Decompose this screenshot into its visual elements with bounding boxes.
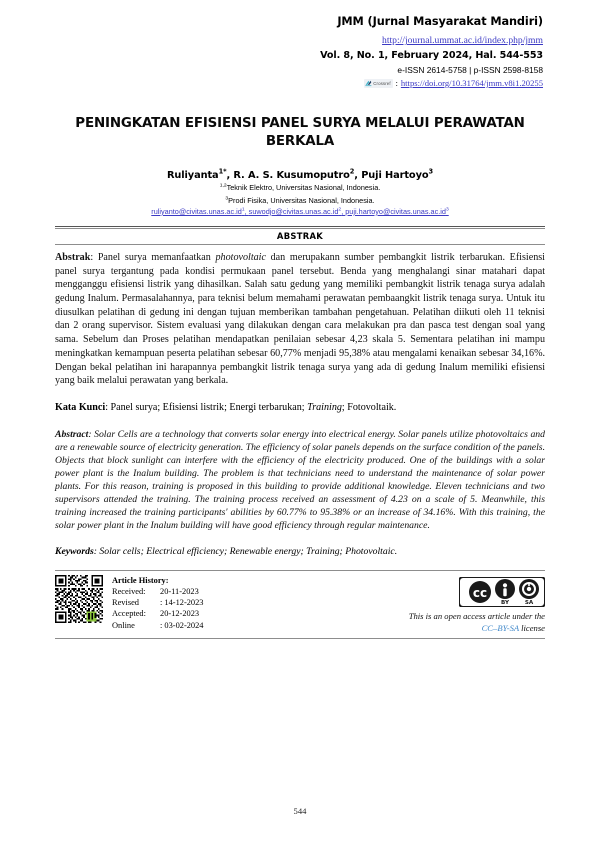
meta-bottom-rule xyxy=(55,638,545,639)
meta-inner xyxy=(55,571,545,638)
doi-separator: : xyxy=(395,78,398,88)
email-1[interactable]: ruliyanto@civitas.unas.ac.id xyxy=(151,206,242,216)
email-3[interactable]: puji.hartoyo@civitas.unas.ac.id xyxy=(345,206,446,216)
abstract-indonesian xyxy=(55,251,545,388)
author-2-sup: 2 xyxy=(349,167,355,176)
history-online-value: : 03-02-2024 xyxy=(160,620,204,630)
author-3-sup: 3 xyxy=(428,167,434,176)
abstract-id-label-sep: : xyxy=(90,251,98,263)
svg-text:cc: cc xyxy=(472,585,488,600)
svg-text:SA: SA xyxy=(524,599,534,606)
keywords-id-label: Kata Kunci xyxy=(55,402,106,414)
keywords-id-text-1: Panel surya; Efisiensi listrik; Energi terbarukan; xyxy=(110,402,308,414)
article-meta-section xyxy=(55,570,545,639)
affiliation-1-sup: 1,2 xyxy=(219,183,227,189)
crossref-logo xyxy=(364,79,392,88)
email-3-sup: 3 xyxy=(445,207,449,213)
affiliation-2 xyxy=(55,196,545,206)
author-emails[interactable] xyxy=(55,207,545,217)
history-revised-value: : 14-12-2023 xyxy=(160,598,204,608)
abstract-en-label: Abstract xyxy=(55,428,89,440)
license-statement xyxy=(409,610,545,634)
history-online-key: Online xyxy=(112,620,135,630)
doi-link[interactable]: https://doi.org/10.31764/jmm.v8i1.20255 xyxy=(400,78,543,89)
abstract-en-text: Solar Cells are a technology that converts solar energy into electrical energy. Solar panels utilize photovoltaics and are a renewable source of electricity generation. The efficiency of solar panels depends on the surface condition of the panels. Objects that block sunlight can interfere with the efficiency of the electricity produced. One of the buildings with a solar power plant is the Inalum building. The problem is that technicians need to understand the maintenance of solar power plants. For this reason, training is proposed in this building to provide additional knowledge. Eleven technicians and two supervisors attended the training. The training process received an assessment of 4.23 on a scale of 5. Meanwhile, this training increased the training participants' abilities by 60.77% to 95.38% or an increase of 34.16%. With this training, the solar power plant in the Inalum building will have good efficiency through regular maintenance. xyxy=(55,428,545,532)
doi-row xyxy=(55,78,543,88)
affiliation-2-sup: 3 xyxy=(225,196,229,202)
history-accepted-row xyxy=(112,608,262,619)
keywords-id-italic-1: Training xyxy=(307,402,342,414)
author-1-sup: 1* xyxy=(218,167,227,176)
keywords-id-text-2: ; Fotovoltaik. xyxy=(341,402,397,414)
email-sep-1: , xyxy=(244,206,249,216)
email-1-sup: 1 xyxy=(241,207,245,213)
abstract-english xyxy=(55,415,545,533)
history-revised-key: Revised xyxy=(112,598,139,608)
abstract-heading: ABSTRAK xyxy=(55,229,545,245)
keywords-en-text: Solar cells; Electrical efficiency; Renewable energy; Training; Photovoltaic. xyxy=(99,546,398,558)
history-accepted-key: Accepted: xyxy=(112,609,146,619)
issn-line: e-ISSN 2614-5758 | p-ISSN 2598-8158 xyxy=(397,64,543,75)
keywords-id-label-sep: : xyxy=(105,402,111,414)
abstract-id-text-2: dan merupakann sumber pembangkit listrik terbarukan. Efisiensi panel surya tergantung pada kondisi permukaan panel tersebut. Benda yang menghalangi sinar matahari dapat mengganggu efisiensi listrik yang dihasilkan. Salah satu gedung yang memiliki pembangkit listrik tenaga surya adalah gedung Inalum. Permasalahannya, para teknisi belum memahami perawatan pembaangkit listrik tenaga surya. Untuk itu diusulkan pelatihan di gedung ini dengan tujuan memberikan tambahan pengetahuan. Pelatihan diikuti oleh 11 teknisi dan 2 orang supervisor. Sistem evaluasi yang dilakukan dengan cara melakukan pra dan pasca test dengan soal yang sama. Sebelum dan Proses pelatihan mendapatkan penilaian sebesar 4,23 skala 5. Sementara pelatihan ini mampu meningkatkan kemampuan peserta pelatihan sebesar 60,77% menjadi 95,38% atau mengalami kenaikan sebesar 34,16%. Dengan bekal pelatihan ini harapannya pembangkit listrik tenaga surya yang ada di gedung Inalum memiliki efisiensi yang baik melalui perawatan yang berkala. xyxy=(55,251,545,387)
affiliation-1 xyxy=(55,183,545,193)
keywords-en-label-sep: : xyxy=(93,546,100,558)
affiliation-2-text: Prodi Fisika, Universitas Nasional, Indonesia. xyxy=(228,195,375,205)
history-revised-row xyxy=(112,597,262,608)
cc-license-badge[interactable] xyxy=(409,577,545,607)
volume-issue-line: Vol. 8, No. 1, February 2024, Hal. 544-553 xyxy=(320,49,543,61)
license-link[interactable]: CC–BY-SA xyxy=(481,622,519,633)
qr-code-icon[interactable] xyxy=(55,575,103,623)
history-received-value: 20-11-2023 xyxy=(160,586,199,596)
keywords-indonesian xyxy=(55,388,545,415)
abstract-id-italic-1: photovoltaic xyxy=(215,251,266,263)
author-1-name: Ruliyanta xyxy=(166,170,219,182)
crossref-label: Crossref xyxy=(373,80,391,86)
license-block xyxy=(409,575,545,634)
page-title: PENINGKATAN EFISIENSI PANEL SURYA MELALUI PERAWATAN BERKALA xyxy=(75,116,525,150)
email-sep-2: , xyxy=(341,206,346,216)
journal-url-link[interactable]: http://journal.ummat.ac.id/index.php/jmm xyxy=(382,35,543,47)
page-number: 544 xyxy=(293,806,307,816)
author-list xyxy=(55,167,545,182)
crossref-mark-icon xyxy=(365,80,372,87)
article-history-heading: Article History: xyxy=(112,575,169,585)
svg-text:BY: BY xyxy=(500,599,510,606)
author-3-name: , Puji Hartoyo xyxy=(354,170,429,182)
abstract-id-label: Abstrak xyxy=(55,251,91,263)
license-line-2: license xyxy=(518,622,545,633)
email-2[interactable]: suwodjo@civitas.unas.ac.id xyxy=(248,206,339,216)
history-received-key: Received: xyxy=(112,586,146,596)
keywords-en-label: Keywords xyxy=(55,546,94,558)
abstract-en-label-sep: : xyxy=(88,428,95,440)
creative-commons-icon[interactable] xyxy=(459,577,545,607)
abstract-section xyxy=(55,226,545,558)
email-2-sup: 2 xyxy=(338,207,342,213)
abstract-body xyxy=(55,245,545,559)
journal-title: JMM (Jurnal Masyarakat Mandiri) xyxy=(337,15,543,28)
affiliation-1-text: Teknik Elektro, Universitas Nasional, Indonesia. xyxy=(226,183,381,193)
license-line-1: This is an open access article under the xyxy=(408,610,545,621)
history-online-row xyxy=(112,620,262,631)
author-2-name: , R. A. S. Kusumoputro xyxy=(226,170,350,182)
history-accepted-value: 20-12-2023 xyxy=(160,609,200,619)
abstract-id-text-1: Panel surya memanfaatkan xyxy=(97,251,216,263)
article-history xyxy=(112,575,262,631)
history-received-row xyxy=(112,586,262,597)
keywords-english xyxy=(55,532,545,558)
journal-masthead xyxy=(55,14,545,88)
